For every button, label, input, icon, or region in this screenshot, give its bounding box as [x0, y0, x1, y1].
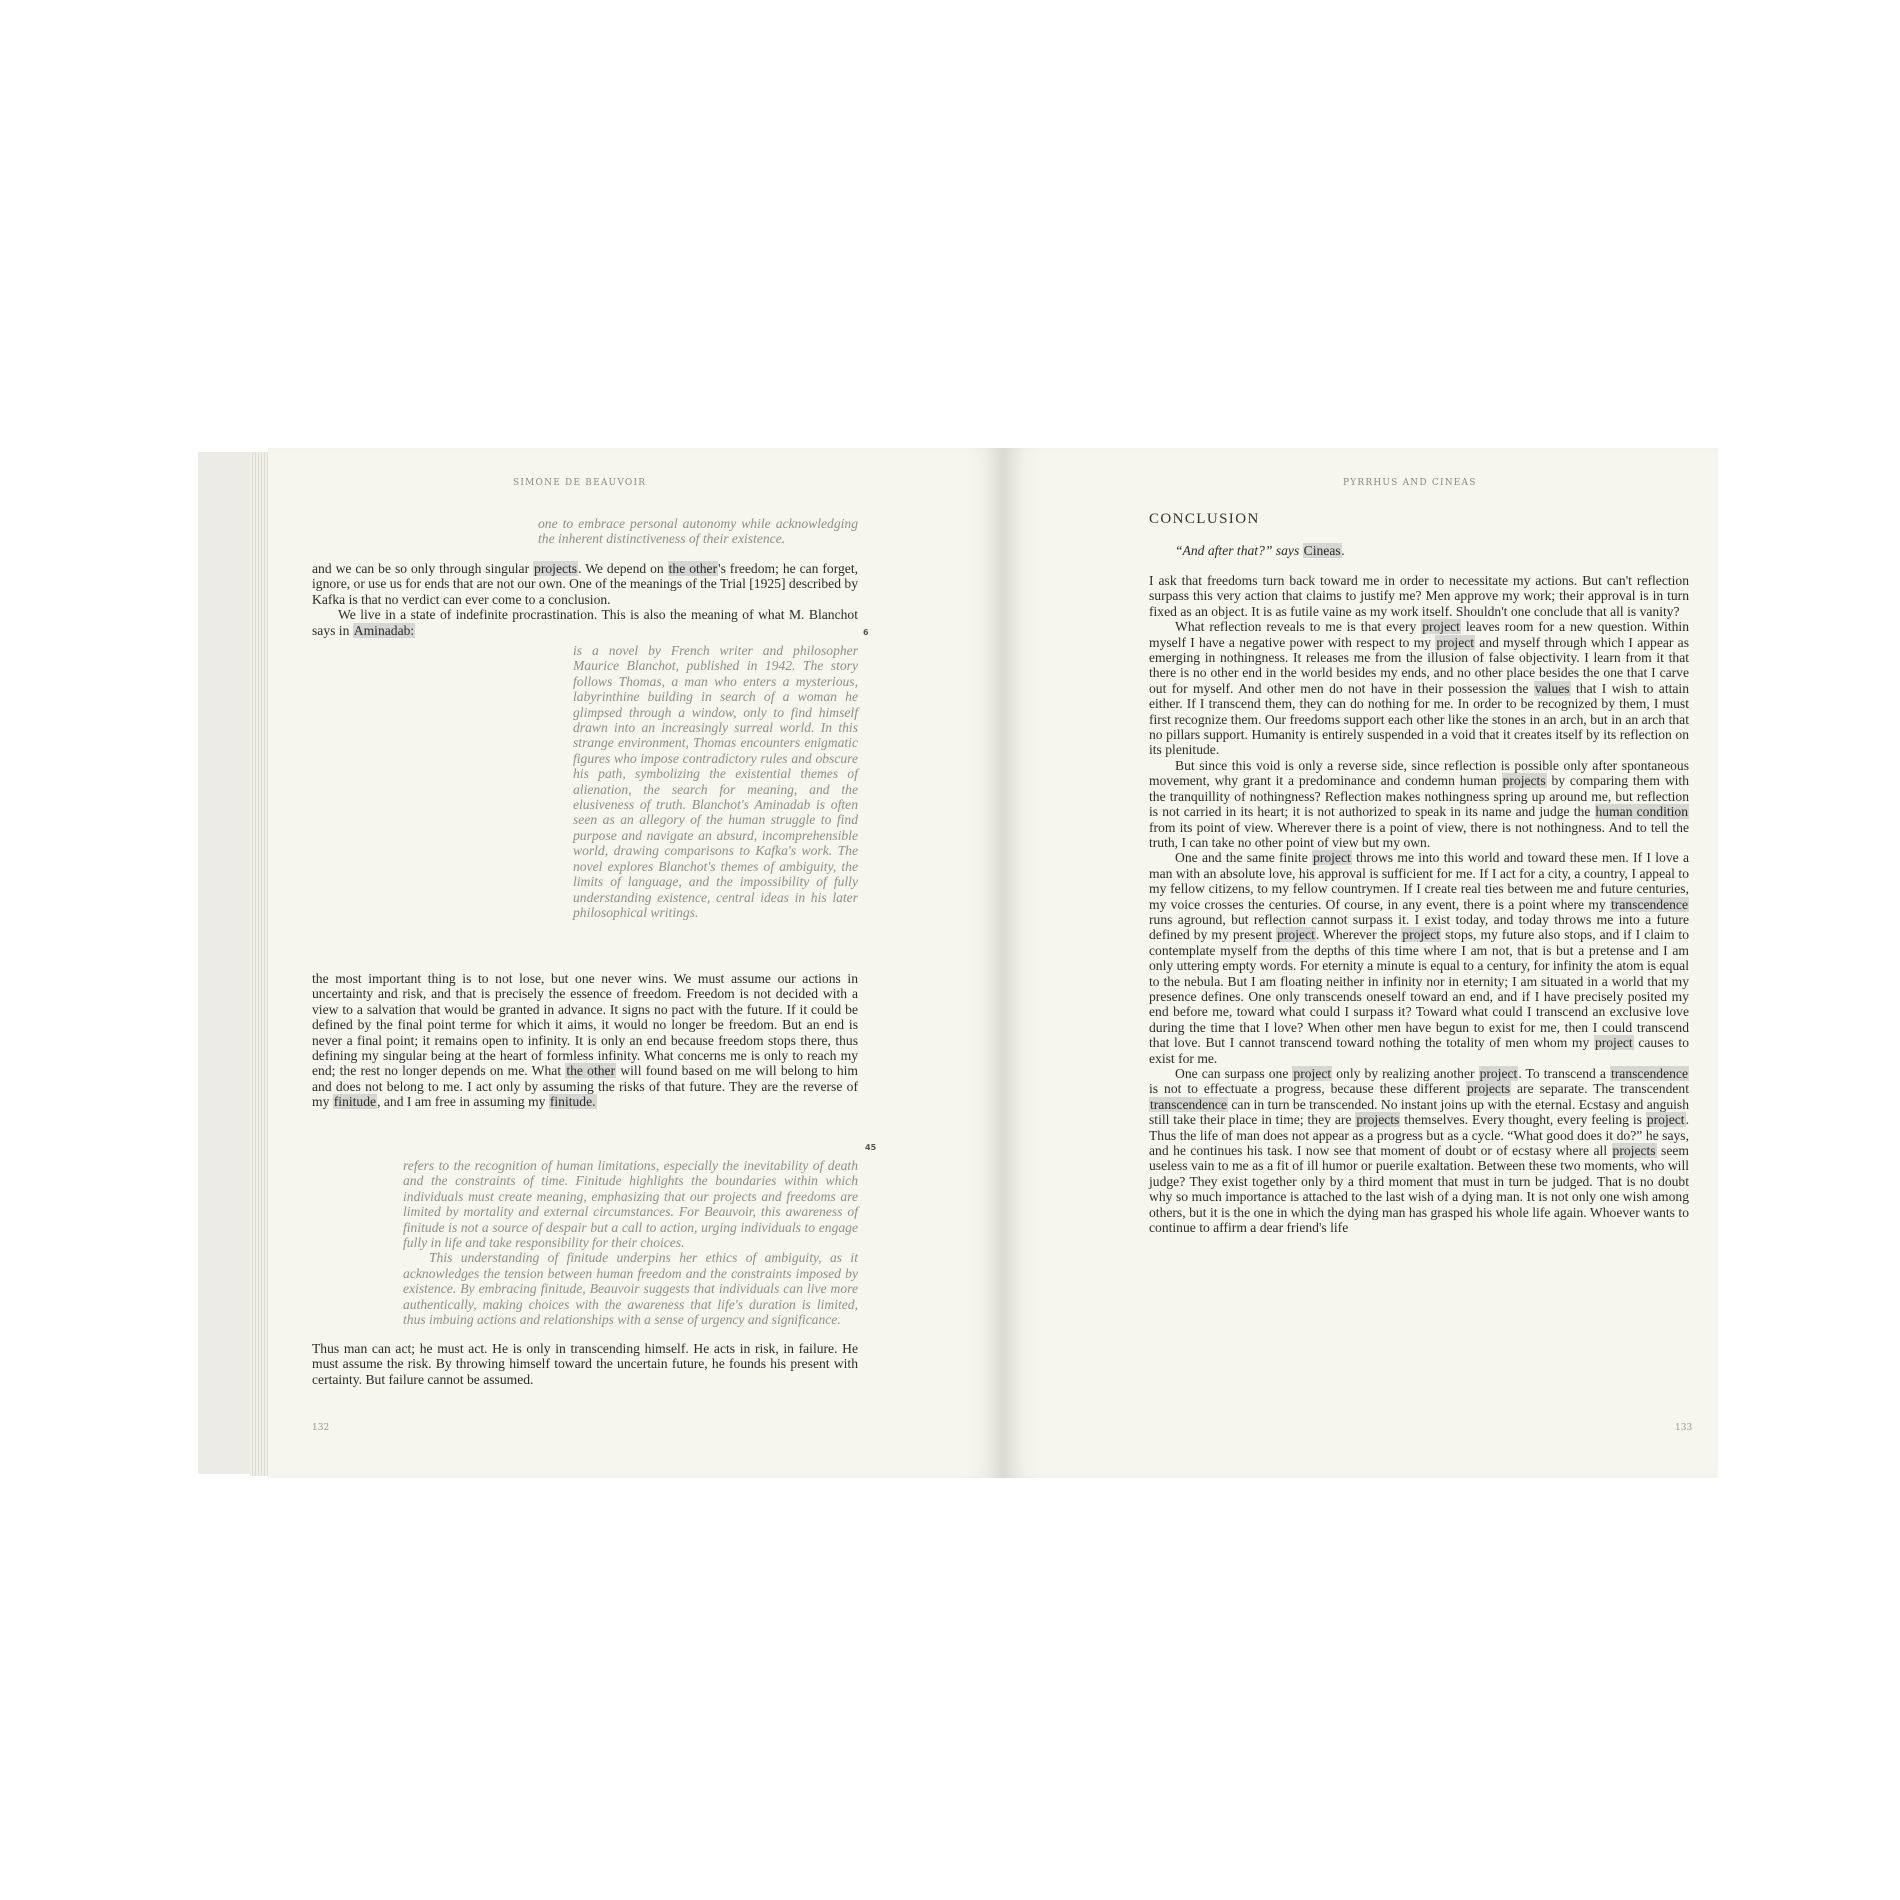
page-number: 133 [1675, 1423, 1693, 1433]
text-run: One and the same finite [1175, 850, 1313, 866]
body-text [1149, 573, 1689, 1235]
text-run: are separate. The transcendent [1511, 1081, 1689, 1097]
highlighted-term[interactable]: human condition [1595, 804, 1689, 820]
paragraph [1149, 850, 1689, 1066]
highlighted-term[interactable]: Aminadab: [353, 622, 415, 638]
paragraph [312, 561, 858, 607]
highlighted-term[interactable]: project [1313, 850, 1351, 866]
section-title: CONCLUSION [1149, 511, 1260, 527]
right-page [1003, 448, 1718, 1478]
paragraph [1149, 1066, 1689, 1235]
text-run: and we can be so only through singular [312, 561, 534, 576]
highlighted-term[interactable]: projects [1467, 1081, 1511, 1097]
text-run: . [1341, 543, 1346, 558]
highlighted-term[interactable]: projects [1356, 1112, 1400, 1128]
highlighted-term[interactable]: transcendence [1611, 896, 1688, 912]
text-run: But since this void is only a reverse side, since reflection is possible only after spontaneous movement, why grant it a predominance and condemn human [1149, 757, 1689, 789]
text-run: “And after that?” says [1175, 543, 1303, 558]
text-run: seem useless vain to me as a fit of ill humor or puerile exaltation. Between these two moments, who will judge? They exist together only by a third moment that must in turn be judged. That is no doubt why so much importance is attached to the last wish of a dying man. It is not only one wish among others, but it is the one in which the dying man has grasped his whole life again. Whoever wants to continue to affirm a dear friend's life [1149, 1143, 1689, 1236]
text-run: that I wish to attain either. If I transcend them, they can do nothing for me. In order to be recognized by them, I must first recognize them. Our freedoms support each other like the stones in an arch, but in an arch that no pillars support. Humanity is entirely suspended in a void that it creates itself by its reflection on its plenitude. [1149, 680, 1689, 758]
highlighted-term[interactable]: project [1436, 634, 1475, 650]
text-run: runs aground, but reflection cannot surpass it. I exist today, and today throws me into a future defined by my present [1149, 911, 1689, 943]
page-number: 132 [312, 1423, 330, 1433]
highlighted-term[interactable]: transcendence [1611, 1066, 1688, 1081]
paragraph [1149, 758, 1689, 850]
text-run: the most important thing is to not lose, but one never wins. We must assume our actions in uncertainty and risk, and that is precisely the essence of freedom. Freedom is not decided with a view to a salvation that would be granted in advance. It signs no pact with the future. If it could be defined by the final point terme for which it aims, it would no longer be freedom. But an end is never a final point; it remains open to infinity. It is only an end because freedom stops there, thus defining my singular being at the heart of formless infinity. What concerns me is only to reach my end; the rest no longer depends on me. What [312, 971, 858, 1079]
footnote-marker: 45 [865, 1143, 877, 1152]
text-run: leaves room for a new question. Within myself I have a negative power with respect to my [1149, 619, 1689, 650]
footnote-paragraph: refers to the recognition of human limitations, especially the inevitability of death and the constraints of time. Finitude highlights the boundaries within which individuals must create meaning, emphasizing that our projects and freedoms are limited by mortality and external circumstances. For Beauvoir, this awareness of finitude is not a source of despair but a call to action, urging individuals to engage fully in life and take responsibility for their choices. [403, 1158, 858, 1251]
text-run: 's freedom; he can forget, ignore, or use us for ends that are not our own. One of the meanings of the Trial [1925] described by Kafka is that no verdict can ever come to a conclusion. [312, 561, 859, 607]
paragraph [1149, 619, 1689, 758]
body-text-top [312, 561, 858, 638]
highlighted-term[interactable]: finitude [333, 1094, 377, 1110]
text-run: What reflection reveals to me is that every [1175, 619, 1422, 635]
text-run: is not to effectuate a progress, because these different [1149, 1081, 1466, 1097]
footnote-paragraph: This understanding of finitude underpins her ethics of ambiguity, as it acknowledges the tension between human freedom and the constraints imposed by existence. By embracing finitude, Beauvoir suggests that individuals can live more authentically, making choices with the awareness that life's duration is limited, thus imbuing actions and relationships with a sense of urgency and significance. [403, 1250, 858, 1328]
text-run: only by realizing another [1332, 1066, 1479, 1081]
footnote-continued: one to embrace personal autonomy while acknowledging the inherent distinctiveness of their existence. [538, 516, 858, 547]
highlighted-term[interactable]: projects [1612, 1143, 1656, 1159]
text-run: by comparing them with the tranquillity of nothingness? Reflection makes nothingness spring up around me, but reflection is not carried in its heart; it is not authorized to speak in its name and judge the [1149, 773, 1689, 820]
text-run: We live in a state of indefinite procrastination. This is also the meaning of what M. Blanchot says in [312, 607, 858, 638]
highlighted-term[interactable]: transcendence [1150, 1096, 1227, 1112]
text-run: themselves. Every thought, every feeling is [1400, 1112, 1646, 1128]
open-book [198, 448, 1718, 1478]
text-run: will found based on me will belong to him and does not belong to me. I act only by assuming the risks of that future. They are the reverse of my [312, 1063, 858, 1110]
text-run: . Wherever the [1315, 927, 1402, 943]
paragraph: I ask that freedoms turn back toward me in order to necessitate my actions. But can't reflection surpass this very action that claims to justify me? Men approve my work; their approval is in turn fixed as an object. It is as futile vaine as my work itself. Shouldn't one conclude that all is vanity? [1149, 573, 1689, 619]
highlighted-term[interactable]: project [1646, 1112, 1685, 1128]
highlighted-term[interactable]: project [1277, 927, 1315, 943]
text-run: One can surpass one [1175, 1066, 1293, 1081]
body-text-middle [312, 971, 858, 1110]
highlighted-term[interactable]: project [1402, 927, 1441, 943]
highlighted-term[interactable]: projects [534, 561, 578, 576]
text-run: . Thus the life of man does not appear as a progress but as a cycle. “What good does it do?” he says, and he continues his task. I now see that moment of doubt or of ecstasy where all [1149, 1112, 1689, 1159]
text-run: can in turn be transcended. No instant joins up with the eternal. Ecstasy and anguish still take their place in time; they are [1149, 1096, 1689, 1128]
highlighted-term[interactable]: project [1293, 1066, 1332, 1081]
highlighted-term[interactable]: project [1479, 1066, 1518, 1081]
body-text-bottom: Thus man can act; he must act. He is only in transcending himself. He acts in risk, in failure. He must assume the risk. By throwing himself toward the uncertain future, he founds his present with certainty. But failure cannot be assumed. [312, 1341, 858, 1387]
running-head: SIMONE DE BEAUVOIR [513, 478, 647, 488]
highlighted-term[interactable]: finitude. [549, 1094, 596, 1110]
text-run: stops, my future also stops, and if I claim to contemplate myself from the depths of this time where I am not, that is but a pretense and I am only uttering empty words. For eternity a minute is equal to a century, for infinity the atom is equal to the nebula. But I am floating neither in infinity nor in eternity; I am situated in a world that my presence defines. One only transcends oneself toward an end, and if I have precisely posited my end before me, toward what could I surpass it? Toward what could I transcend an exclusive love during the time that I love? When other men have begun to exist for me, then I could transcend that love. But I cannot transcend toward nothing the totality of men whom my [1149, 927, 1689, 1051]
footnote-marker: 6 [863, 628, 869, 637]
running-head: PYRRHUS AND CINEAS [1343, 478, 1477, 488]
highlighted-term[interactable]: values [1534, 680, 1570, 696]
highlighted-term[interactable]: project [1422, 619, 1460, 635]
text-run: , and I am free in assuming my [377, 1094, 549, 1110]
highlighted-term[interactable]: Cineas [1303, 543, 1341, 558]
page-edges [250, 452, 270, 1476]
footnote-aminadab: is a novel by French writer and philosopher Maurice Blanchot, published in 1942. The story follows Thomas, a man who enters a mysterious, labyrinthine building in search of a woman he glimpsed through a window, only to find himself drawn into an increasingly surreal world. In this strange environment, Thomas encounters enigmatic figures who impose contradictory rules and obscure his path, symbolizing the existential themes of alienation, the search for meaning, and the elusiveness of truth. Blanchot's Aminadab is often seen as an allegory of the human struggle to find purpose and navigate an absurd, incomprehensible world, drawing comparisons to Kafka's work. The novel explores Blanchot's themes of ambiguity, the limits of language, and the impossibility of fully understanding existence, central ideas in his later philosophical writings. [573, 643, 858, 920]
highlighted-term[interactable]: projects [1502, 773, 1546, 789]
text-run: throws me into this world and toward these men. If I love a man with an absolute love, his approval is sufficient for me. If I act for a city, a country, I appeal to my fellow citizens, to my fellow countrymen. If I create real ties between me and future centuries, my voice crosses the centuries. Of course, in any event, there is a point where my [1149, 850, 1689, 912]
footnote-finitude [403, 1158, 858, 1327]
text-run: causes to exist for me. [1149, 1035, 1689, 1066]
text-run: . We depend on [578, 561, 668, 576]
text-run: . To transcend a [1518, 1066, 1610, 1081]
left-page [268, 448, 1003, 1478]
paragraph [312, 971, 858, 1110]
epigraph [1175, 543, 1345, 559]
highlighted-term[interactable]: the other [668, 561, 718, 576]
highlighted-term[interactable]: project [1594, 1035, 1633, 1051]
paragraph [312, 607, 858, 638]
text-run: from its point of view. Wherever there is a point of view, there is not nothingness. And to tell the truth, I can take no other point of view but my own. [1149, 819, 1689, 850]
text-run: and myself through which I appear as emerging in nothingness. It releases me from the illusion of false objectivity. I learn from it that there is no other end in the world besides my ends, and no other place besides the one that I carve out for myself. And other men do not have in their possession the [1149, 634, 1689, 696]
highlighted-term[interactable]: the other [566, 1063, 616, 1079]
